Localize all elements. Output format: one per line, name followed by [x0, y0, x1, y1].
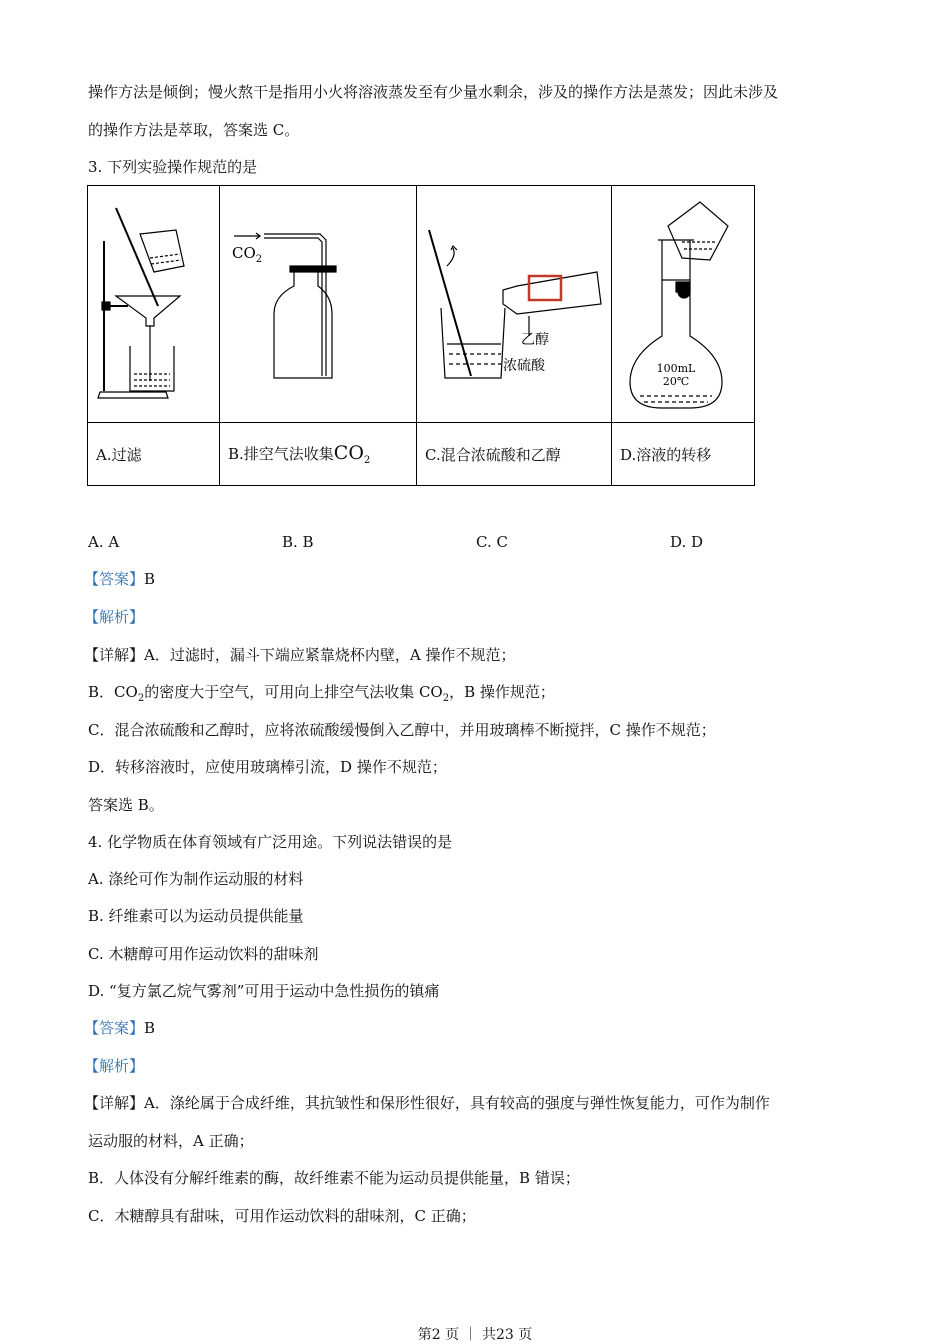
ethanol-label: 乙醇 [521, 332, 549, 348]
q4-analysis-tag: 【解析】 [84, 1057, 145, 1075]
gas-bottle-icon [220, 186, 416, 422]
mixing-figure [417, 186, 612, 423]
q4-detail-b: B．人体没有分解纤维素的酶，故纤维素不能为运动员提供能量，B 错误； [88, 1169, 580, 1187]
q4-detail-c: C．木糖醇具有甜味，可用作运动饮料的甜味剂，C 正确； [88, 1207, 476, 1225]
beaker-pour-icon [417, 186, 611, 422]
co2-label: $CO_2$ [232, 244, 263, 265]
q3-option-a: A. A [88, 533, 120, 551]
prev-answer-line-1: 操作方法是倾倒；慢火熬干是指用小火将溶液蒸发至有少量水剩余，涉及的操作方法是蒸发；因此未涉及 [88, 83, 779, 101]
q3-analysis-tag: 【解析】 [84, 608, 145, 626]
q3-answer: 【答案】B [84, 570, 156, 588]
q3-detail-a: 【详解】A．过滤时，漏斗下端应紧靠烧杯内壁，A 操作不规范； [84, 646, 516, 664]
volumetric-flask-icon [612, 186, 754, 422]
sulfuric-acid-label: 浓硫酸 [503, 358, 545, 374]
transfer-figure [612, 186, 755, 423]
prev-answer-line-2: 的操作方法是萃取，答案选 C。 [88, 121, 300, 139]
flask-volume-label: 100mL [656, 362, 696, 375]
q4-option-a: A. 涤纶可作为制作运动服的材料 [88, 870, 304, 888]
q4-option-c: C. 木糖醇可用作运动饮料的甜味剂 [88, 945, 319, 963]
q4-detail-a-2: 运动服的材料，A 正确； [88, 1132, 254, 1150]
q3-option-d: D. D [670, 533, 704, 551]
caption-a: A.过滤 [88, 423, 220, 486]
q3-option-c: C. C [476, 533, 508, 551]
caption-c: C.混合浓硫酸和乙醇 [417, 423, 612, 486]
q3-option-b: B. B [282, 533, 314, 551]
q3-detail-d: D．转移溶液时，应使用玻璃棒引流，D 操作不规范； [88, 758, 447, 776]
page-footer: 第2 页 ｜ 共23 页 [417, 1327, 533, 1343]
q4-answer: 【答案】B [84, 1019, 156, 1037]
q4-option-b: B. 纤维素可以为运动员提供能量 [88, 907, 304, 925]
flask-temp-label: 20℃ [662, 375, 690, 388]
filtration-apparatus-icon [88, 186, 219, 422]
question-3-stem: 3. 下列实验操作规范的是 [88, 158, 258, 176]
caption-d: D.溶液的转移 [612, 423, 755, 486]
filtration-figure [88, 186, 220, 423]
caption-b: B.排空气法收集$CO_2$ [220, 423, 417, 486]
question-4-stem: 4. 化学物质在体育领域有广泛用途。下列说法错误的是 [88, 833, 453, 851]
q3-detail-b: B．$CO_2$的密度大于空气，可用向上排空气法收集 $CO_2$，B 操作规范； [88, 683, 555, 704]
q3-conclusion: 答案选 B。 [88, 796, 164, 814]
q3-figure-table [87, 185, 755, 486]
gas-collection-figure [220, 186, 417, 423]
q3-detail-c: C．混合浓硫酸和乙醇时，应将浓硫酸缓慢倒入乙醇中，并用玻璃棒不断搅拌，C 操作不规范； [88, 721, 716, 739]
q4-detail-a-1: 【详解】A．涤纶属于合成纤维，其抗皱性和保形性很好，具有较高的强度与弹性恢复能力，可作为制作 [84, 1094, 770, 1112]
q4-option-d: D. “复方氯乙烷气雾剂”可用于运动中急性损伤的镇痛 [88, 982, 440, 1000]
